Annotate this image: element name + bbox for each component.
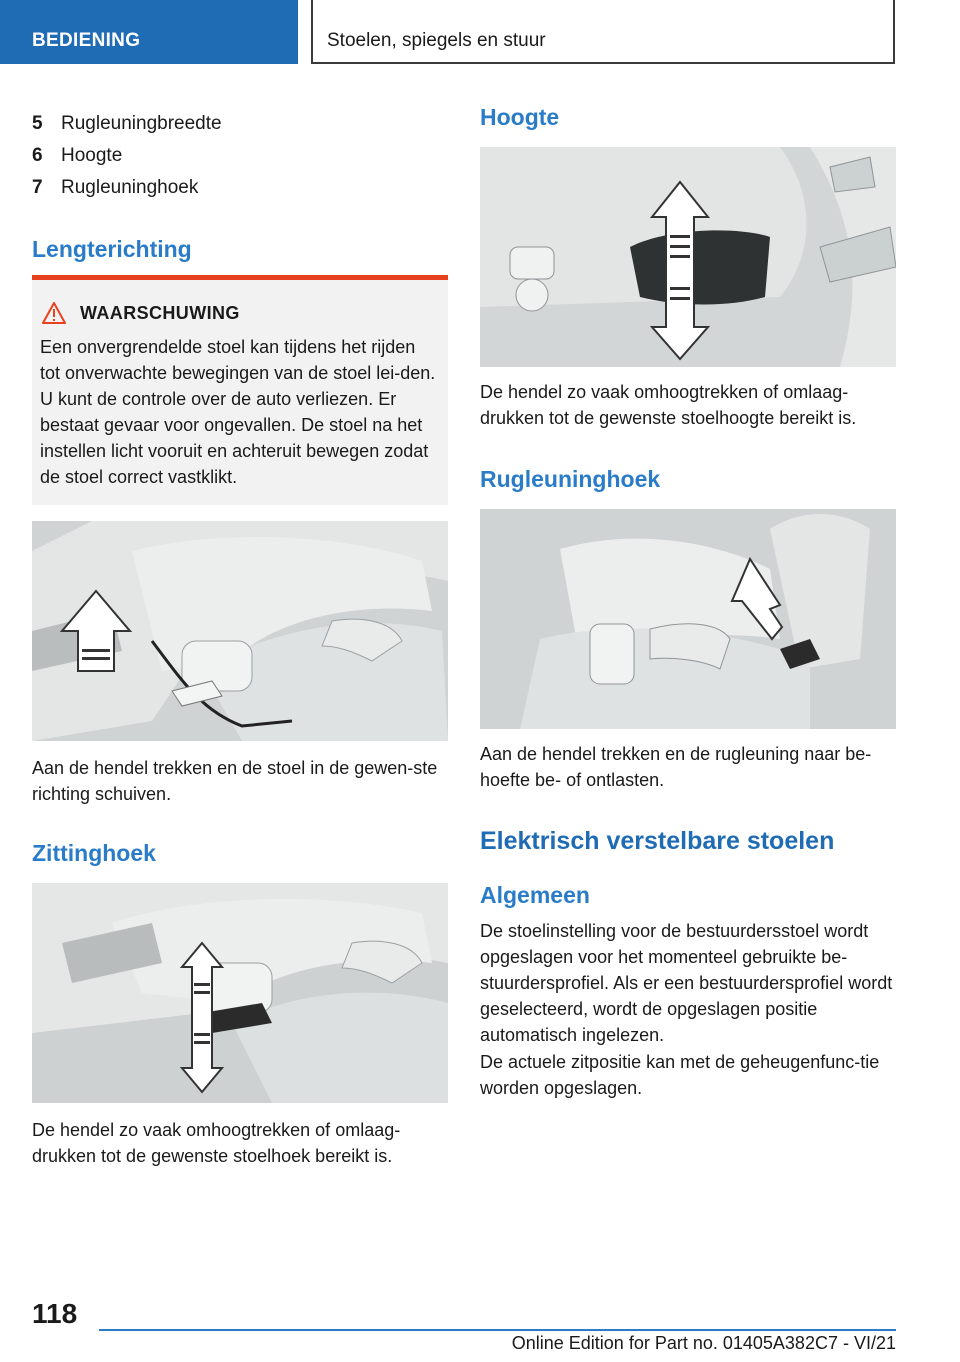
section-tab[interactable]: BEDIENING [0,0,298,64]
list-item: 5 Rugleuningbreedte [32,113,222,134]
warning-box [32,275,448,505]
list-item: 7 Rugleuninghoek [32,177,199,198]
list-item: 6 Hoogte [32,145,123,166]
warning-title: WAARSCHUWING [80,302,240,323]
lengte-paragraph: Aan de hendel trekken en de stoel in de gewen-ste richting schuiven. [32,758,438,804]
page-number: 118 [32,1298,78,1329]
seat-angle-image [32,883,448,1103]
heading-algemeen: Algemeen [480,882,590,908]
heading-elektrisch: Elektrisch verstelbare stoelen [480,827,835,855]
edition-footer: Online Edition for Part no. 01405A382C7 - VI/21 [511,1333,896,1353]
warning-text: Een onvergrendelde stoel kan tijdens het rijden tot onverwachte bewegingen van de stoel lei-den. U kunt de controle over de auto verliezen. Er bestaat gevaar voor ongevallen. De stoel na het instellen licht vooruit en achteruit bewegen zodat de stoel correct vastklikt. [40,337,436,487]
seat-length-image [32,521,448,741]
hoogte-paragraph: De hendel zo vaak omhoogtrekken of omlaag-drukken tot de gewenste stoelhoogte bereikt is. [480,382,857,428]
algemeen-paragraph-1: De stoelinstelling voor de bestuurdersstoel wordt opgeslagen voor het momenteel gebruikte be-stuurdersprofiel. Als er een bestuurdersprofiel wordt geselecteerd, wordt de opgeslagen positie automatisch ingelezen. [480,921,893,1045]
heading-zittinghoek: Zittinghoek [32,840,156,866]
rug-paragraph: Aan de hendel trekken en de rugleuning naar be-hoefte be- of ontlasten. [480,744,872,790]
heading-hoogte: Hoogte [480,104,560,130]
zitting-paragraph: De hendel zo vaak omhoogtrekken of omlaag-drukken tot de gewenste stoelhoek bereikt is. [32,1120,401,1166]
chapter-title: Stoelen, spiegels en stuur [311,0,895,64]
backrest-angle-image [480,509,896,729]
heading-rugleuninghoek: Rugleuninghoek [480,466,661,492]
warning-triangle-icon [42,302,66,324]
heading-lengterichting: Lengterichting [32,236,192,262]
seat-height-image [480,147,896,367]
numbered-list [32,112,222,208]
footer-divider [99,1329,896,1331]
algemeen-paragraph-2: De actuele zitpositie kan met de geheugenfunc-tie worden opgeslagen. [480,1052,880,1098]
